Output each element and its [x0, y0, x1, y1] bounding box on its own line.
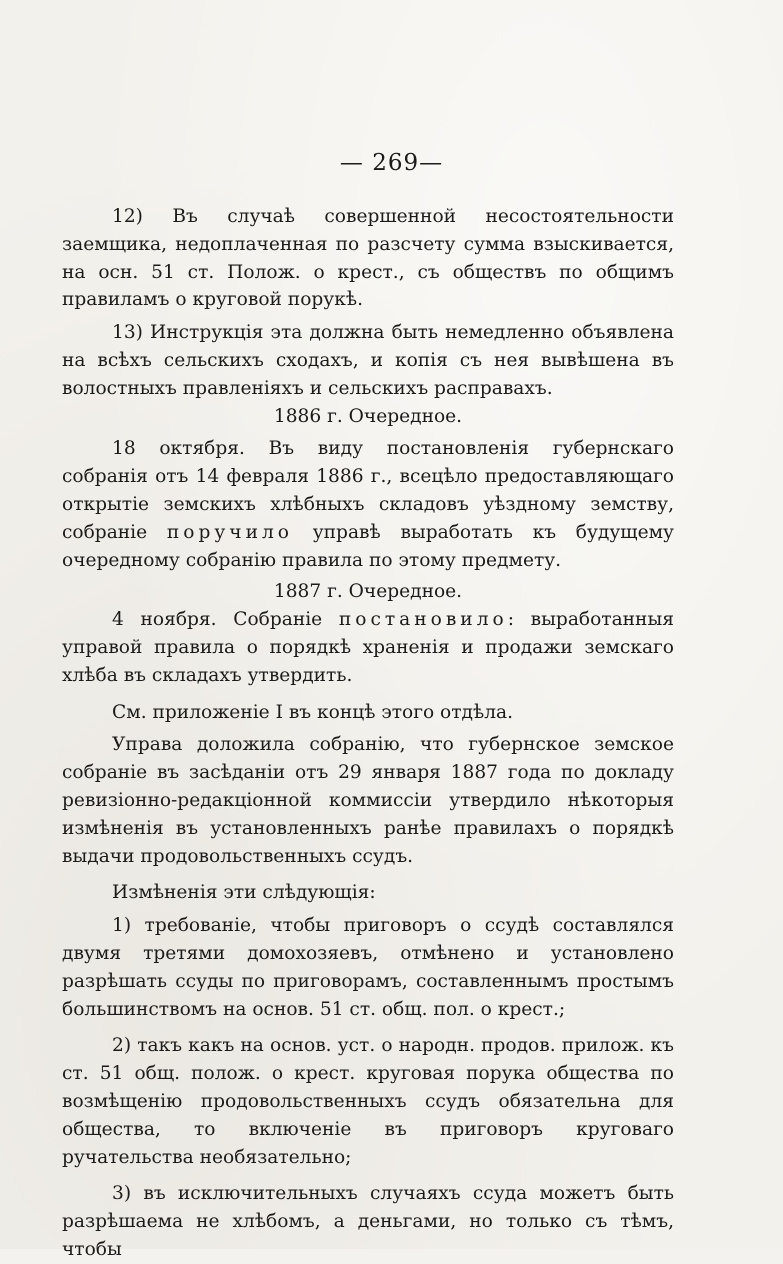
- list-item-change-1: 1) требованіе, чтобы приговоръ о ссудѣ составлялся двумя третями домохозяевъ, отмѣнено и установлено разрѣшать ссуды по приговорамъ, составленнымъ простымъ большинствомъ на основ. 51 ст. общ. пол. о крест.;: [62, 915, 674, 1020]
- list-item-change-2: 2) такъ какъ на основ. уст. о народн. продов. прилож. къ ст. 51 общ. полож. о крест. круговая порука общества по возмѣщенію продовольственныхъ ссудъ обязательна для общества, то включеніе въ приговоръ круговаго ручательства необязательно;: [62, 1035, 674, 1168]
- nov-4-text-end: : выработанныя управой правила о порядкѣ храненія и продажи земскаго хлѣба въ складахъ утвердить.: [62, 609, 674, 686]
- paragraph-nov-4: [62, 606, 674, 689]
- paragraph-oct-18: [62, 435, 674, 574]
- paragraph-item-12: 12) Въ случаѣ совершенной несостоятельности заемщика, недоплаченная по разсчету сумма взыскивается, на осн. 51 ст. Полож. о крест., съ обществъ по общимъ правиламъ о круговой порукѣ.: [62, 206, 674, 311]
- heading-1886: 1886 г. Очередное.: [273, 405, 463, 427]
- body-text: [62, 203, 674, 1264]
- page-number: — 269—: [339, 150, 444, 176]
- oct-18-text-end: управѣ выработать къ будущему очередному собранію правила по этому предмету.: [62, 521, 674, 571]
- heading-1887: 1887 г. Очередное.: [273, 581, 463, 603]
- oct-18-emphasis: поручило: [166, 521, 293, 543]
- oct-18-text-start: 18 октября. Въ виду постановленія губернскаго собранія отъ 14 февраля 1886 г., всецѣло предоставляющаго открытіе земскихъ хлѣбныхъ складовъ уѣздному земству, собраніе: [62, 438, 674, 543]
- nov-4-text-start: 4 ноября. Собраніе: [112, 609, 339, 631]
- list-item-change-3: 3) въ исключительныхъ случаяхъ ссуда можетъ быть разрѣшаема не хлѣбомъ, а деньгами, но только съ тѣмъ, чтобы: [62, 1183, 674, 1260]
- see-appendix-note: См. приложеніе I въ концѣ этого отдѣла.: [112, 701, 514, 723]
- paragraph-uprava: Управа доложила собранію, что губернское земское собраніе въ засѣданіи отъ 29 января 1887 года по докладу ревизіонно-редакціонной коммиссіи утвердило нѣкоторыя измѣненія въ установленныхъ ранѣе правилахъ о порядкѣ выдачи продовольственныхъ ссудъ.: [62, 734, 674, 867]
- paragraph-item-13: 13) Инструкція эта должна быть немедленно объявлена на всѣхъ сельскихъ сходахъ, и копія съ нея вывѣшена въ волостныхъ правленіяхъ и сельскихъ расправахъ.: [62, 322, 674, 399]
- changes-intro: Измѣненія эти слѣдующія:: [112, 882, 376, 904]
- nov-4-emphasis: постановило: [338, 609, 508, 631]
